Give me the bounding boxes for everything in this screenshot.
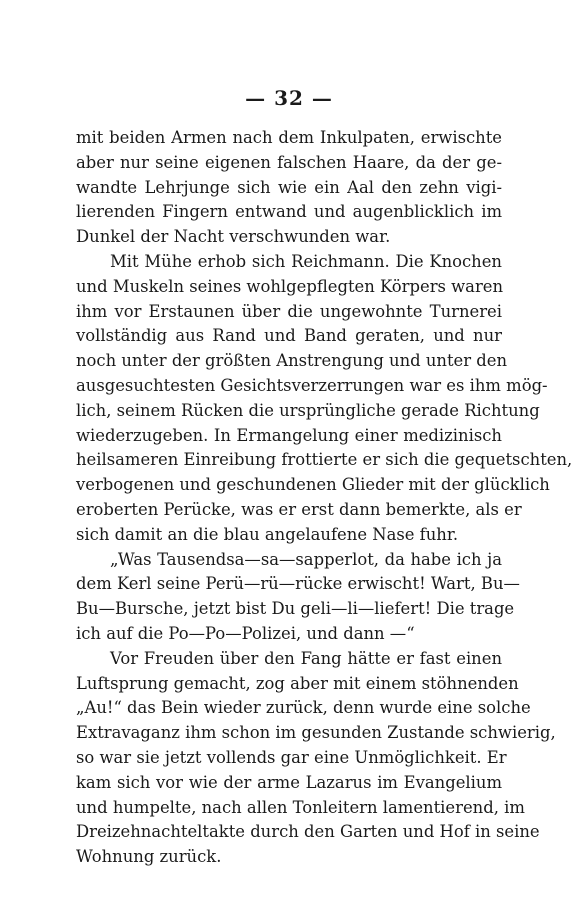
text-line: Dunkel der Nacht verschwunden war.: [76, 227, 391, 247]
text-line: und Muskeln seines wohlgepflegten Körpers waren: [76, 276, 504, 296]
text-line: Vor Freuden über den Fang hätte er fast einen: [110, 648, 502, 668]
body-text: [76, 126, 573, 870]
text-line: Dreizehnachteltakte durch den Garten und Hof in seine: [76, 822, 540, 842]
text-line: kam sich vor wie der arme Lazarus im Evangelium: [76, 772, 502, 792]
text-line: ausgesuchtesten Gesichtsverzerrungen war es ihm mög-: [76, 375, 548, 395]
text-line: Luftsprung gemacht, zog aber mit einem stöhnenden: [76, 673, 519, 693]
text-line: heilsameren Einreibung frottierte er sich die gequetschten,: [76, 450, 573, 470]
text-line: aber nur seine eigenen falschen Haare, da der ge-: [76, 152, 502, 172]
text-line: verbogenen und geschundenen Glieder mit der glücklich: [76, 475, 550, 495]
text-line: noch unter der größten Anstrengung und unter den: [76, 351, 508, 371]
paragraph: [76, 548, 520, 647]
text-line: Bu—Bursche, jetzt bist Du geli—li—liefert! Die trage: [76, 599, 515, 619]
text-line: mit beiden Armen nach dem Inkulpaten, erwischte: [76, 128, 502, 147]
text-line: eroberten Perücke, was er erst dann bemerkte, als er: [76, 499, 522, 519]
text-line: wiederzugeben. In Ermangelung einer medizinisch: [76, 425, 502, 445]
text-line: ihm vor Erstaunen über die ungewohnte Turnerei: [76, 301, 502, 321]
text-line: wandte Lehrjunge sich wie ein Aal den zehn vigi-: [76, 177, 502, 197]
text-line: Extravaganz ihm schon im gesunden Zustande schwierig,: [76, 723, 556, 743]
page-number: — 32 —: [245, 86, 333, 110]
text-line: Wohnung zurück.: [76, 847, 222, 867]
text-line: so war sie jetzt vollends gar eine Unmöglichkeit. Er: [76, 747, 507, 767]
paragraph: [76, 647, 556, 870]
paragraph: [76, 250, 573, 548]
text-line: sich damit an die blau angelaufene Nase fuhr.: [76, 524, 459, 544]
text-line: ich auf die Po—Po—Polizei, und dann —“: [76, 623, 415, 643]
text-line: dem Kerl seine Perü—rü—rücke erwischt! Wart, Bu—: [76, 574, 520, 594]
text-line: Mit Mühe erhob sich Reichmann. Die Knochen: [110, 251, 502, 271]
text-line: und humpelte, nach allen Tonleitern lamentierend, im: [76, 797, 525, 817]
text-line: lich, seinem Rücken die ursprüngliche gerade Richtung: [76, 400, 540, 420]
text-line: vollständig aus Rand und Band geraten, und nur: [76, 326, 502, 346]
text-line: lierenden Fingern entwand und augenblicklich im: [76, 202, 502, 222]
text-line: „Au!“ das Bein wieder zurück, denn wurde eine solche: [76, 698, 531, 718]
paragraph: [76, 126, 502, 250]
text-line: „Was Tausendsa—sa—sapperlot, da habe ich ja: [110, 549, 502, 569]
